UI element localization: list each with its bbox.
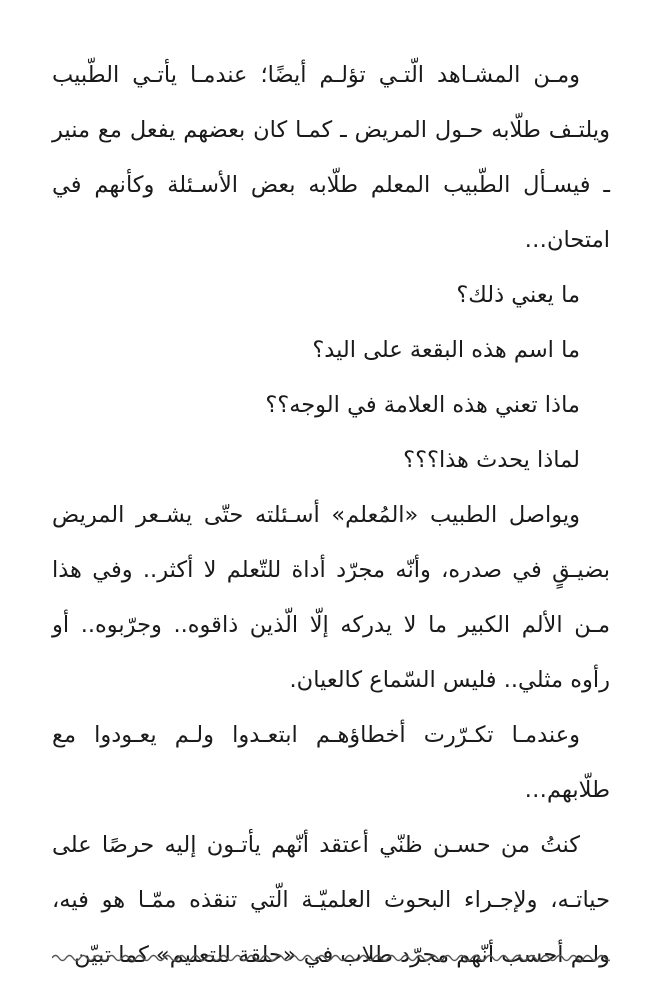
book-page [52, 48, 610, 978]
question-3: ماذا تعني هذه العلامة في الوجه؟؟ [265, 392, 580, 418]
question-2: ما اسم هذه البقعة على اليد؟ [312, 337, 580, 363]
wavy-divider [52, 950, 610, 966]
paragraph-2: ويواصل الطبيب «المُعلم» أسـئلته حتّى يشـعر المريض بضيـقٍ في صدره، وأنّه مجرّد أداة للتّعلم لا أكثر.. وفي هذا مـن الألم الكبير ما لا يدركه إلّا الّذين ذاقوه.. وجرّبوه.. أو رأوه مثلي.. فليس السّماع كالعيان. [52, 502, 610, 693]
question-1: ما يعني ذلك؟ [456, 282, 580, 308]
paragraph-4: كنتُ من حسـن ظنّي أعتقد أنّهم يأتـون إليه حرصًا على حياتـه، ولإجـراء البحوث العلميّـة الّتي تنقذه ممّـا هو فيه، ولـم أحسب أنّهم مجرّد طلاب في «حلقة للتعليم» كما تبيّن [52, 832, 610, 968]
paragraph-1: ومـن المشـاهد الّتـي تؤلـم أيضًا؛ عندمـا يأتـي الطّبيب ويلتـف طلّابه حـول المريض ـ كمـا كان بعضهم يفعل مع منير ـ فيسـأل الطّبيب المعلم طلّابه بعض الأسـئلة وكأنهم في امتحان… [52, 62, 610, 253]
question-4: لماذا يحدث هذا؟؟؟ [403, 447, 580, 473]
paragraph-3: وعندمـا تكـرّرت أخطاؤهـم ابتعـدوا ولـم يعـودوا مع طلّابهم… [52, 722, 610, 803]
